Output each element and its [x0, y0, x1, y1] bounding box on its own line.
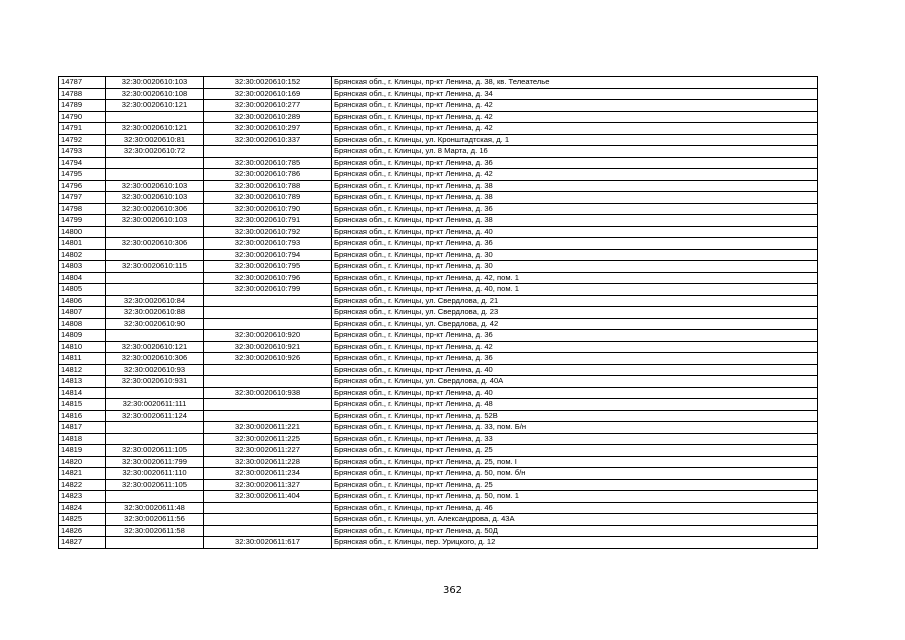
table-row [59, 203, 818, 215]
parcel-cadastral-number-cell [106, 111, 204, 123]
record-number-cell: 14788 [59, 88, 106, 100]
record-number-cell: 14789 [59, 100, 106, 112]
table-row [59, 88, 818, 100]
parcel-cadastral-number-cell [106, 491, 204, 503]
table-row [59, 479, 818, 491]
record-number-cell: 14797 [59, 192, 106, 204]
parcel-cadastral-number-cell: 32:30:0020611:111 [106, 399, 204, 411]
table-row [59, 445, 818, 457]
object-cadastral-number-cell: 32:30:0020611:404 [204, 491, 332, 503]
address-cell: Брянская обл., г. Клинцы, пр-кт Ленина, д. 50Д [332, 525, 818, 537]
table-row [59, 318, 818, 330]
parcel-cadastral-number-cell [106, 169, 204, 181]
parcel-cadastral-number-cell: 32:30:0020610:121 [106, 341, 204, 353]
parcel-cadastral-number-cell: 32:30:0020610:306 [106, 238, 204, 250]
parcel-cadastral-number-cell: 32:30:0020610:115 [106, 261, 204, 273]
record-number-cell: 14810 [59, 341, 106, 353]
address-cell: Брянская обл., г. Клинцы, пр-кт Ленина, д. 42 [332, 111, 818, 123]
object-cadastral-number-cell [204, 514, 332, 526]
table-row [59, 456, 818, 468]
table-row [59, 330, 818, 342]
parcel-cadastral-number-cell: 32:30:0020611:48 [106, 502, 204, 514]
table-row [59, 77, 818, 89]
address-cell: Брянская обл., г. Клинцы, ул. Свердлова, д. 42 [332, 318, 818, 330]
table-row [59, 146, 818, 158]
record-number-cell: 14801 [59, 238, 106, 250]
address-cell: Брянская обл., г. Клинцы, пр-кт Ленина, д. 52В [332, 410, 818, 422]
record-number-cell: 14787 [59, 77, 106, 89]
address-cell: Брянская обл., г. Клинцы, пр-кт Ленина, д. 34 [332, 88, 818, 100]
table-row [59, 353, 818, 365]
record-number-cell: 14824 [59, 502, 106, 514]
address-cell: Брянская обл., г. Клинцы, ул. Свердлова, д. 21 [332, 295, 818, 307]
table-row [59, 295, 818, 307]
property-table [58, 76, 818, 549]
object-cadastral-number-cell [204, 502, 332, 514]
address-cell: Брянская обл., г. Клинцы, пр-кт Ленина, д. 25 [332, 445, 818, 457]
record-number-cell: 14812 [59, 364, 106, 376]
address-cell: Брянская обл., г. Клинцы, пр-кт Ленина, д. 50, пом. б/н [332, 468, 818, 480]
object-cadastral-number-cell [204, 364, 332, 376]
object-cadastral-number-cell: 32:30:0020610:926 [204, 353, 332, 365]
object-cadastral-number-cell: 32:30:0020610:337 [204, 134, 332, 146]
address-cell: Брянская обл., г. Клинцы, ул. Свердлова, д. 40А [332, 376, 818, 388]
parcel-cadastral-number-cell: 32:30:0020611:124 [106, 410, 204, 422]
object-cadastral-number-cell [204, 146, 332, 158]
object-cadastral-number-cell: 32:30:0020610:789 [204, 192, 332, 204]
record-number-cell: 14791 [59, 123, 106, 135]
table-row [59, 502, 818, 514]
parcel-cadastral-number-cell [106, 330, 204, 342]
address-cell: Брянская обл., г. Клинцы, пр-кт Ленина, д. 30 [332, 261, 818, 273]
address-cell: Брянская обл., г. Клинцы, пр-кт Ленина, д. 33, пом. Б/н [332, 422, 818, 434]
parcel-cadastral-number-cell [106, 433, 204, 445]
table-row [59, 422, 818, 434]
record-number-cell: 14802 [59, 249, 106, 261]
table-row [59, 226, 818, 238]
record-number-cell: 14816 [59, 410, 106, 422]
address-cell: Брянская обл., г. Клинцы, пр-кт Ленина, д. 38 [332, 180, 818, 192]
table-row [59, 364, 818, 376]
address-cell: Брянская обл., г. Клинцы, ул. Александрова, д. 43А [332, 514, 818, 526]
table-row [59, 134, 818, 146]
table-row [59, 433, 818, 445]
record-number-cell: 14813 [59, 376, 106, 388]
address-cell: Брянская обл., г. Клинцы, пр-кт Ленина, д. 36 [332, 353, 818, 365]
object-cadastral-number-cell: 32:30:0020610:799 [204, 284, 332, 296]
record-number-cell: 14805 [59, 284, 106, 296]
record-number-cell: 14800 [59, 226, 106, 238]
record-number-cell: 14799 [59, 215, 106, 227]
table-row [59, 514, 818, 526]
parcel-cadastral-number-cell: 32:30:0020610:306 [106, 203, 204, 215]
table-row [59, 307, 818, 319]
object-cadastral-number-cell: 32:30:0020610:289 [204, 111, 332, 123]
table-row [59, 192, 818, 204]
record-number-cell: 14817 [59, 422, 106, 434]
parcel-cadastral-number-cell: 32:30:0020610:72 [106, 146, 204, 158]
object-cadastral-number-cell: 32:30:0020610:792 [204, 226, 332, 238]
parcel-cadastral-number-cell: 32:30:0020610:103 [106, 77, 204, 89]
record-number-cell: 14790 [59, 111, 106, 123]
address-cell: Брянская обл., г. Клинцы, ул. Кронштадтская, д. 1 [332, 134, 818, 146]
table-row [59, 238, 818, 250]
record-number-cell: 14795 [59, 169, 106, 181]
address-cell: Брянская обл., г. Клинцы, пр-кт Ленина, д. 48 [332, 399, 818, 411]
table-row [59, 399, 818, 411]
page-number: 362 [442, 585, 463, 596]
parcel-cadastral-number-cell: 32:30:0020610:81 [106, 134, 204, 146]
table-row [59, 410, 818, 422]
record-number-cell: 14804 [59, 272, 106, 284]
object-cadastral-number-cell: 32:30:0020610:791 [204, 215, 332, 227]
parcel-cadastral-number-cell: 32:30:0020610:103 [106, 180, 204, 192]
record-number-cell: 14809 [59, 330, 106, 342]
record-number-cell: 14827 [59, 537, 106, 549]
address-cell: Брянская обл., г. Клинцы, пр-кт Ленина, д. 25 [332, 479, 818, 491]
object-cadastral-number-cell: 32:30:0020610:152 [204, 77, 332, 89]
table-row [59, 123, 818, 135]
table-row [59, 491, 818, 503]
address-cell: Брянская обл., г. Клинцы, пр-кт Ленина, д. 36 [332, 238, 818, 250]
address-cell: Брянская обл., г. Клинцы, пр-кт Ленина, д. 46 [332, 502, 818, 514]
record-number-cell: 14792 [59, 134, 106, 146]
address-cell: Брянская обл., г. Клинцы, пр-кт Ленина, д. 36 [332, 157, 818, 169]
table-row [59, 249, 818, 261]
record-number-cell: 14806 [59, 295, 106, 307]
record-number-cell: 14815 [59, 399, 106, 411]
parcel-cadastral-number-cell: 32:30:0020610:103 [106, 215, 204, 227]
parcel-cadastral-number-cell: 32:30:0020611:58 [106, 525, 204, 537]
address-cell: Брянская обл., г. Клинцы, пр-кт Ленина, д. 40 [332, 364, 818, 376]
address-cell: Брянская обл., г. Клинцы, пр-кт Ленина, д. 42, пом. 1 [332, 272, 818, 284]
parcel-cadastral-number-cell: 32:30:0020611:105 [106, 479, 204, 491]
object-cadastral-number-cell: 32:30:0020610:790 [204, 203, 332, 215]
table-row [59, 180, 818, 192]
address-cell: Брянская обл., г. Клинцы, пр-кт Ленина, д. 36 [332, 330, 818, 342]
table-row [59, 525, 818, 537]
object-cadastral-number-cell: 32:30:0020610:169 [204, 88, 332, 100]
address-cell: Брянская обл., г. Клинцы, пр-кт Ленина, д. 25, пом. I [332, 456, 818, 468]
object-cadastral-number-cell: 32:30:0020610:921 [204, 341, 332, 353]
record-number-cell: 14825 [59, 514, 106, 526]
parcel-cadastral-number-cell: 32:30:0020610:93 [106, 364, 204, 376]
address-cell: Брянская обл., г. Клинцы, пр-кт Ленина, д. 50, пом. 1 [332, 491, 818, 503]
object-cadastral-number-cell [204, 399, 332, 411]
address-cell: Брянская обл., г. Клинцы, пр-кт Ленина, д. 40, пом. 1 [332, 284, 818, 296]
table-row [59, 157, 818, 169]
record-number-cell: 14822 [59, 479, 106, 491]
record-number-cell: 14811 [59, 353, 106, 365]
object-cadastral-number-cell: 32:30:0020610:793 [204, 238, 332, 250]
address-cell: Брянская обл., г. Клинцы, пр-кт Ленина, д. 36 [332, 203, 818, 215]
record-number-cell: 14798 [59, 203, 106, 215]
address-cell: Брянская обл., г. Клинцы, пр-кт Ленина, д. 33 [332, 433, 818, 445]
parcel-cadastral-number-cell [106, 226, 204, 238]
parcel-cadastral-number-cell: 32:30:0020610:108 [106, 88, 204, 100]
table-row [59, 284, 818, 296]
table-row [59, 261, 818, 273]
parcel-cadastral-number-cell: 32:30:0020611:56 [106, 514, 204, 526]
table-row [59, 272, 818, 284]
object-cadastral-number-cell: 32:30:0020610:795 [204, 261, 332, 273]
record-number-cell: 14821 [59, 468, 106, 480]
parcel-cadastral-number-cell: 32:30:0020611:105 [106, 445, 204, 457]
object-cadastral-number-cell: 32:30:0020610:796 [204, 272, 332, 284]
record-number-cell: 14808 [59, 318, 106, 330]
parcel-cadastral-number-cell [106, 157, 204, 169]
object-cadastral-number-cell: 32:30:0020611:228 [204, 456, 332, 468]
address-cell: Брянская обл., г. Клинцы, пр-кт Ленина, д. 42 [332, 123, 818, 135]
parcel-cadastral-number-cell: 32:30:0020610:103 [106, 192, 204, 204]
parcel-cadastral-number-cell [106, 422, 204, 434]
parcel-cadastral-number-cell: 32:30:0020610:121 [106, 123, 204, 135]
address-cell: Брянская обл., г. Клинцы, пр-кт Ленина, д. 38 [332, 215, 818, 227]
table-row [59, 215, 818, 227]
record-number-cell: 14818 [59, 433, 106, 445]
object-cadastral-number-cell: 32:30:0020611:227 [204, 445, 332, 457]
object-cadastral-number-cell: 32:30:0020611:234 [204, 468, 332, 480]
table-row [59, 468, 818, 480]
table-row [59, 537, 818, 549]
table-row [59, 341, 818, 353]
table-row [59, 376, 818, 388]
record-number-cell: 14823 [59, 491, 106, 503]
parcel-cadastral-number-cell [106, 387, 204, 399]
object-cadastral-number-cell [204, 376, 332, 388]
address-cell: Брянская обл., г. Клинцы, пр-кт Ленина, д. 30 [332, 249, 818, 261]
record-number-cell: 14826 [59, 525, 106, 537]
parcel-cadastral-number-cell [106, 249, 204, 261]
address-cell: Брянская обл., г. Клинцы, ул. 8 Марта, д. 16 [332, 146, 818, 158]
object-cadastral-number-cell [204, 295, 332, 307]
record-number-cell: 14793 [59, 146, 106, 158]
address-cell: Брянская обл., г. Клинцы, пр-кт Ленина, д. 42 [332, 341, 818, 353]
object-cadastral-number-cell: 32:30:0020610:297 [204, 123, 332, 135]
record-number-cell: 14820 [59, 456, 106, 468]
parcel-cadastral-number-cell [106, 272, 204, 284]
object-cadastral-number-cell: 32:30:0020610:277 [204, 100, 332, 112]
record-number-cell: 14803 [59, 261, 106, 273]
parcel-cadastral-number-cell [106, 537, 204, 549]
object-cadastral-number-cell: 32:30:0020611:225 [204, 433, 332, 445]
parcel-cadastral-number-cell: 32:30:0020610:84 [106, 295, 204, 307]
parcel-cadastral-number-cell: 32:30:0020610:90 [106, 318, 204, 330]
address-cell: Брянская обл., г. Клинцы, пр-кт Ленина, д. 40 [332, 226, 818, 238]
object-cadastral-number-cell: 32:30:0020610:788 [204, 180, 332, 192]
address-cell: Брянская обл., г. Клинцы, пр-кт Ленина, д. 38 [332, 192, 818, 204]
table-row [59, 111, 818, 123]
object-cadastral-number-cell: 32:30:0020610:938 [204, 387, 332, 399]
object-cadastral-number-cell: 32:30:0020611:221 [204, 422, 332, 434]
address-cell: Брянская обл., г. Клинцы, пр-кт Ленина, д. 40 [332, 387, 818, 399]
object-cadastral-number-cell: 32:30:0020610:794 [204, 249, 332, 261]
property-table-body [59, 77, 818, 549]
object-cadastral-number-cell [204, 307, 332, 319]
parcel-cadastral-number-cell: 32:30:0020610:88 [106, 307, 204, 319]
address-cell: Брянская обл., г. Клинцы, пр-кт Ленина, д. 42 [332, 100, 818, 112]
object-cadastral-number-cell: 32:30:0020610:920 [204, 330, 332, 342]
object-cadastral-number-cell [204, 318, 332, 330]
record-number-cell: 14814 [59, 387, 106, 399]
table-row [59, 100, 818, 112]
object-cadastral-number-cell [204, 525, 332, 537]
address-cell: Брянская обл., г. Клинцы, пр-кт Ленина, д. 42 [332, 169, 818, 181]
parcel-cadastral-number-cell: 32:30:0020610:306 [106, 353, 204, 365]
table-row [59, 169, 818, 181]
parcel-cadastral-number-cell [106, 284, 204, 296]
address-cell: Брянская обл., г. Клинцы, пр-кт Ленина, д. 38, кв. Телеателье [332, 77, 818, 89]
table-row [59, 387, 818, 399]
parcel-cadastral-number-cell: 32:30:0020610:931 [106, 376, 204, 388]
parcel-cadastral-number-cell: 32:30:0020610:121 [106, 100, 204, 112]
object-cadastral-number-cell: 32:30:0020610:786 [204, 169, 332, 181]
object-cadastral-number-cell: 32:30:0020611:617 [204, 537, 332, 549]
record-number-cell: 14819 [59, 445, 106, 457]
parcel-cadastral-number-cell: 32:30:0020611:799 [106, 456, 204, 468]
object-cadastral-number-cell: 32:30:0020610:785 [204, 157, 332, 169]
parcel-cadastral-number-cell: 32:30:0020611:110 [106, 468, 204, 480]
object-cadastral-number-cell [204, 410, 332, 422]
record-number-cell: 14807 [59, 307, 106, 319]
record-number-cell: 14796 [59, 180, 106, 192]
address-cell: Брянская обл., г. Клинцы, ул. Свердлова, д. 23 [332, 307, 818, 319]
record-number-cell: 14794 [59, 157, 106, 169]
object-cadastral-number-cell: 32:30:0020611:327 [204, 479, 332, 491]
address-cell: Брянская обл., г. Клинцы, пер. Урицкого, д. 12 [332, 537, 818, 549]
